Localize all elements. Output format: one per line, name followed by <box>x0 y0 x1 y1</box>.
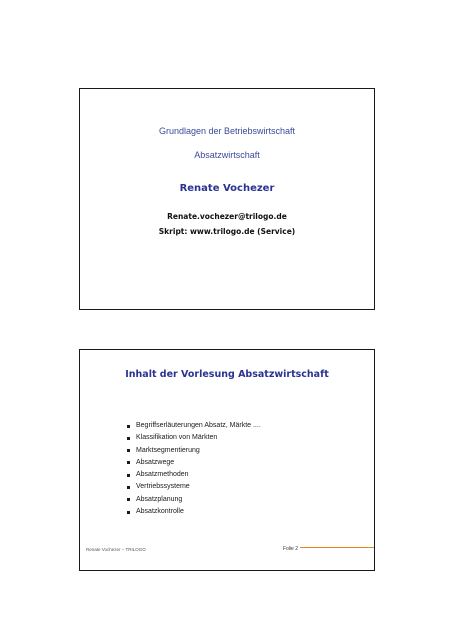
lecturer-email: Renate.vochezer@trilogo.de <box>167 212 287 221</box>
course-title: Grundlagen der Betriebswirtschaft <box>158 126 296 136</box>
slide-contents <box>79 349 375 571</box>
bullet-icon <box>127 486 130 489</box>
list-item <box>126 506 261 518</box>
list-item <box>126 420 261 432</box>
list-item-text: Marktsegmentierung <box>136 446 200 454</box>
list-item-text: Absatzwege <box>136 458 175 466</box>
list-item <box>126 469 261 481</box>
list-item-text: Begriffserläuterungen Absatz, Märkte .... <box>136 422 261 429</box>
list-item-text: Klassifikation von Märkten <box>136 434 218 442</box>
slide-heading: Inhalt der Vorlesung Absatzwirtschaft <box>125 369 329 380</box>
slide-title <box>79 88 375 310</box>
bullet-icon <box>127 498 130 501</box>
slide-number: Folie 2 <box>282 546 298 552</box>
script-info: Skript: www.trilogo.de (Service) <box>158 227 296 236</box>
list-item <box>126 457 261 469</box>
bullet-icon <box>127 511 130 514</box>
bullet-icon <box>127 474 130 477</box>
list-item-text: Absatzplanung <box>136 495 183 503</box>
list-item-text: Vertriebssysteme <box>136 483 190 491</box>
footer-author: Renate Vochezer – TRILOGO <box>86 547 146 552</box>
list-item <box>126 481 261 493</box>
list-item <box>126 445 261 457</box>
lecturer-name: Renate Vochezer <box>179 183 275 194</box>
bullet-icon <box>127 425 130 428</box>
footer-divider <box>300 547 374 548</box>
list-item <box>126 432 261 444</box>
bullet-icon <box>127 461 130 464</box>
bullet-icon <box>127 449 130 452</box>
topic-list <box>126 420 261 518</box>
list-item-text: Absatzmethoden <box>136 471 189 479</box>
list-item-text: Absatzkontrolle <box>136 508 184 516</box>
topic-title: Absatzwirtschaft <box>194 150 260 160</box>
bullet-icon <box>127 437 130 440</box>
list-item <box>126 494 261 506</box>
